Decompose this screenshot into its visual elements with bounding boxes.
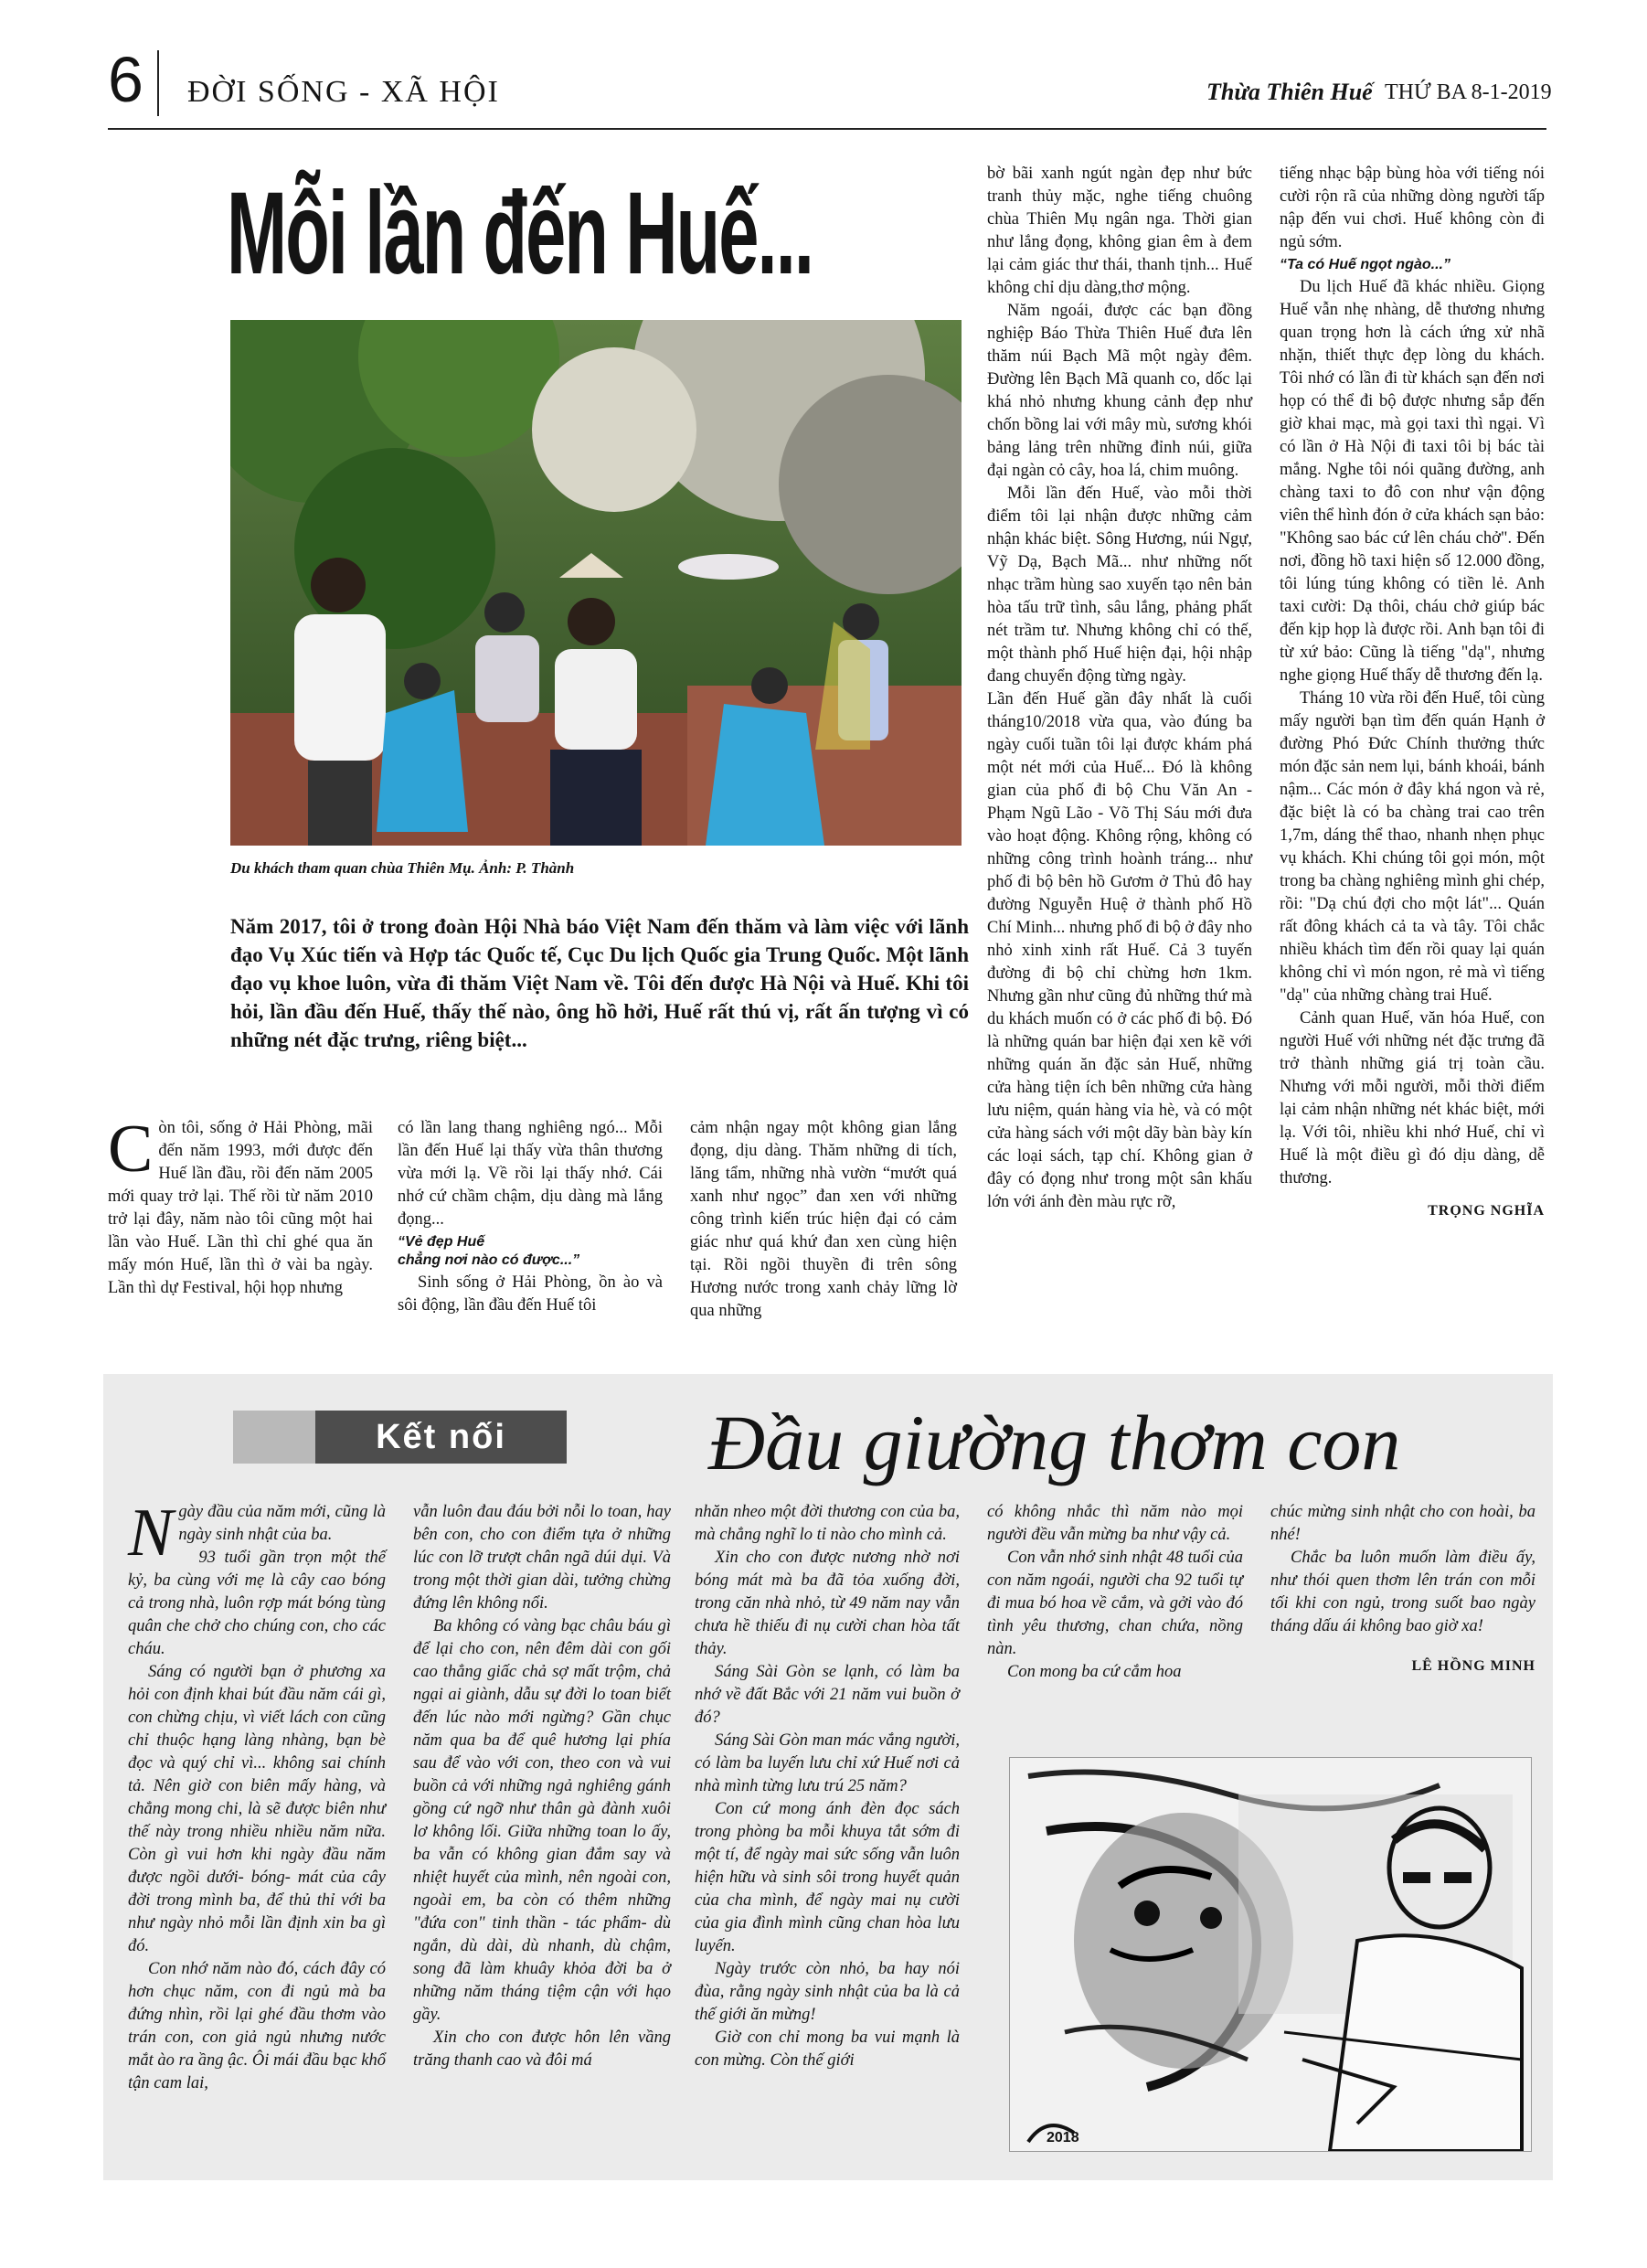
paragraph: Sáng Sài Gòn se lạnh, có làm ba nhớ về đất Bắc với 21 năm vui buồn ở đó? bbox=[695, 1663, 960, 1727]
paragraph: bờ bãi xanh ngút ngàn đẹp như bức tranh thủy mặc, nghe tiếng chuông chùa Thiên Mụ ngân nga. Thời gian như lắng đọng, không gian êm à đem lại cảm giác thư thái, thanh tịnh... Huế không chỉ dịu dàng,thơ mộng. bbox=[987, 165, 1252, 297]
paragraph: òn tôi, sống ở Hải Phòng, mãi đến năm 1993, mới được đến Huế lần đầu, rồi đến năm 2005 mới quay trở lại. Thế rồi từ năm 2010 trở lại đây, năm nào tôi cũng một hai lần vào Huế. Lần thì chỉ ghé qua ăn mấy món Huế, lần thì ở vài ba ngày. Lần thì dự Festival, hội họp nhưng bbox=[108, 1119, 373, 1297]
article-photo bbox=[230, 320, 962, 846]
paragraph: 93 tuổi gần trọn một thế kỷ, ba cùng với mẹ là cây cao bóng cả trong nhà, luôn rợp mát bóng tùng quân che chở cho chúng con, cho các cháu. bbox=[128, 1549, 386, 1658]
paragraph: Con nhớ năm nào đó, cách đây có hơn chục năm, con đi ngủ mà ba đứng nhìn, rồi lại ghé đầu thơm vào trán con, con giả ngủ nhưng nước mắt ào ra ầng ậc. Ôi mái đầu bạc khổ tận cam lai, bbox=[128, 1960, 386, 2092]
page-number: 6 bbox=[108, 44, 143, 115]
box-column-1 bbox=[128, 1496, 386, 2095]
article-column-2 bbox=[398, 1117, 663, 1317]
paragraph: Du lịch Huế đã khác nhiều. Giọng Huế vẫn nhẹ nhàng, dễ thương nhưng quan trọng hơn là cách ứng xử nhã nhặn, thiết thực đẹp lòng du khách. Tôi nhớ có lần đi từ khách sạn đến nơi họp có thể đi bộ được nhưng sắp đến giờ khai mạc, mà gọi taxi thì ngại. Vì có lần ở Hà Nội đi taxi tôi bị bác tài mắng. Nghe tôi nói quãng đường, anh chàng taxi to đô con như vận động viên thể hình đón ở cửa khách sạn bảo: "Không sao bác cứ lên cháu chở". Đến nơi, đồng hồ taxi hiện số 12.000 đồng, tôi lúng túng không có tiền lẻ. Anh taxi cười: Dạ thôi, cháu chở giúp bác đến kịp họp là được rồi. Anh bạn tôi đi từ xứ bảo: Cũng là tiếng "dạ", nhưng nghe giọng Huế thấy dễ thương đến lạ. bbox=[1280, 278, 1545, 685]
article-column-1 bbox=[108, 1112, 373, 1300]
photo-caption: Du khách tham quan chùa Thiên Mụ. Ảnh: P. Thành bbox=[230, 859, 575, 877]
subheading-line: “Vẻ đẹp Huế bbox=[398, 1234, 485, 1250]
paragraph: gày đầu của năm mới, cũng là ngày sinh nhật của ba. bbox=[178, 1503, 386, 1544]
article-title: Mỗi lần đến Huế... bbox=[227, 168, 813, 299]
paragraph: Sinh sống ở Hải Phòng, ồn ào và sôi động, lần đầu đến Huế tôi bbox=[398, 1273, 663, 1315]
paragraph: Ngày trước còn nhỏ, ba hay nói đùa, rằng ngày sinh nhật của ba là cả thế giới ăn mừng! bbox=[695, 1960, 960, 2024]
paragraph: vẫn luôn đau đáu bởi nỗi lo toan, hay bên con, cho con điểm tựa ở những lúc con lỡ trượt chân ngã dúi dụi. Và trong một thời gian dài, tưởng chừng đứng lên không nổi. bbox=[413, 1503, 671, 1613]
paragraph: Lần đến Huế gần đây nhất là cuối tháng10/2018 vừa qua, vào đúng ba ngày cuối tuần tôi lại được khám phá một nét mới của Huế... Đó là không gian của phố đi bộ Chu Văn An - Phạm Ngũ Lão - Võ Thị Sáu mới đưa vào hoạt động. Không rộng, không có những công trình hoành tráng... như phố đi bộ bên hồ Gươm ở Thủ đô hay đường Nguyễn Huệ ở thành phố Hồ Chí Minh... nhưng phố đi bộ ở đây nho nhỏ xinh xinh rất Huế. Cả 3 tuyến đường đi bộ chỉ chừng hơn 1km. Nhưng gần như cũng đủ những thứ mà du khách muốn có ở các phố đi bộ. Đó là những quán bar hiện đại xen kẽ với những quán ăn đặc sản Huế, những cửa hàng tiện ích bên những cửa hàng lưu niệm, quán hàng vỉa hè, và có một cửa hàng sách với một dãy bàn bày kín các loại sách, tạp chí. Không gian ở đây có đọng như trong một sân khấu lớn với ánh đèn màu rực rỡ, bbox=[987, 690, 1252, 1211]
article-column-3 bbox=[690, 1117, 957, 1323]
sketch-illustration bbox=[1009, 1757, 1532, 2152]
paragraph: Mỗi lần đến Huế, vào mỗi thời điểm tôi lại nhận được những cảm nhận khác biệt. Sông Hương, núi Ngự, Vỹ Dạ, Bạch Mã... như những nốt nhạc trầm hùng sao xuyến tạo nên bản hòa tấu trữ tình, sâu lắng, phảng phất nét trầm tư. Nhưng không chỉ có thế, một thành phố Huế hiện đại, hội nhập đang chuyển động từng ngày. bbox=[987, 484, 1252, 686]
dropcap: N bbox=[128, 1496, 174, 1571]
article-lead: Năm 2017, tôi ở trong đoàn Hội Nhà báo Việt Nam đến thăm và làm việc với lãnh đạo Vụ Xúc tiến và Hợp tác Quốc tế, Cục Du lịch Quốc gia Trung Quốc. Một lãnh đạo vụ khoe luôn, vừa đi thăm Việt Nam về. Tôi đến được Hà Nội và Huế. Khi tôi hỏi, lần đầu đến Huế, thấy thế nào, ông hồ hởi, Huế rất thú vị, rất ấn tượng vì có những nét đặc trưng, riêng biệt... bbox=[230, 915, 969, 1051]
issue-date: THỨ BA 8-1-2019 bbox=[1385, 80, 1552, 104]
paper-name: Thừa Thiên Huế bbox=[1206, 79, 1373, 105]
article-column-5 bbox=[1280, 163, 1545, 1351]
portrait-sketch bbox=[1010, 1758, 1531, 2151]
tourists-photo bbox=[230, 320, 962, 846]
paragraph: Giờ con chỉ mong ba vui mạnh là con mừng. Còn thế giới bbox=[695, 2028, 960, 2070]
dropcap: C bbox=[108, 1112, 154, 1187]
paragraph: Xin cho con được hôn lên vầng trăng thanh cao và đôi má bbox=[413, 2028, 671, 2070]
section-name: ĐỜI SỐNG - XÃ HỘI bbox=[187, 75, 500, 109]
paragraph: Ba không có vàng bạc châu báu gì để lại cho con, nên đêm dài con gối cao thẳng giấc chả sợ mất trộm, chả ngại ai giành, dẫu sự đời lo toan biết đến lúc nào mới ngừng? Gần chục năm qua ba để quê hương lại phía sau để vào với con, theo con và vui buồn cả với những ngả nghiêng gánh gồng cứ ngỡ như thân gà đành xuôi lơ không lối. Giữa những toan lo ấy, ba vẫn có không gian đắm say và nhiệt huyết của mình, nên ngoài con, ngoài em, ba còn có thêm những "đứa con" tinh thần - tác phẩm- dù ngắn, dù dài, dù nhanh, dù chậm, song đã làm khuây khỏa đời ba ở những năm tháng tiệm cận với hạo gầy. bbox=[413, 1617, 671, 2024]
box-column-2 bbox=[413, 1501, 671, 2072]
paragraph: Sáng Sài Gòn man mác vắng người, có làm ba luyến lưu chỉ xứ Huế nơi cả nhà mình từng lưu trú 25 năm? bbox=[695, 1731, 960, 1795]
paragraph: tiếng nhạc bập bùng hòa với tiếng nói cười rộn rã của những dòng người tấp nập đến vui chơi. Huế không còn đi ngủ sớm. bbox=[1280, 165, 1545, 251]
subheading bbox=[398, 1233, 663, 1270]
paragraph: Con cứ mong ánh đèn đọc sách trong phòng ba mỗi khuya tắt sớm đi một tí, để ngày mai sức sống vẫn luôn hiện hữu và sinh sôi trong huyết quản của cha mình, để ngày mai nụ cười của gia đình mình cũng chan hòa lưu luyến. bbox=[695, 1800, 960, 1955]
article-byline: TRỌNG NGHĨA bbox=[1428, 1203, 1545, 1219]
paragraph: Chắc ba luôn muốn làm điều ấy, như thói quen thơm lên trán con mỗi tối khi con ngủ, trong suốt bao ngày tháng dấu ái không bao giờ xa! bbox=[1270, 1549, 1535, 1635]
paragraph: Năm ngoái, được các bạn đồng nghiệp Báo Thừa Thiên Huế đưa lên thăm núi Bạch Mã một ngày đêm. Đường lên Bạch Mã quanh co, dốc lại khá nhỏ nhưng khung cảnh đẹp như chốn bồng lai với mây mù, sương khói bảng lảng trên những đỉnh núi, giữa đại ngàn cỏ cây, hoa lá, chim muông. bbox=[987, 302, 1252, 480]
paragraph: có không nhắc thì năm nào mọi người đều vẫn mừng ba như vậy cả. bbox=[987, 1503, 1243, 1544]
box-column-5 bbox=[1270, 1501, 1535, 1677]
paragraph: Cảnh quan Huế, văn hóa Huế, con người Huế với những nét đặc trưng đã trở thành những giá trị toàn cầu. Nhưng với mỗi người, mỗi thời điểm lại cảm nhận những nét khác biệt, mới lạ. Với tôi, nhiều khi nhớ Huế, chỉ vì Huế là một điều gì đó dịu dàng, dễ thương. bbox=[1280, 1009, 1545, 1187]
header-rule bbox=[108, 128, 1546, 130]
paragraph: Con mong ba cứ cắm hoa bbox=[1007, 1663, 1182, 1681]
paragraph: có lần lang thang nghiêng ngó... Mỗi lần đến Huế lại thấy vừa thân thương vừa mới lạ. Về rồi lại thấy nhớ. Cái nhớ cứ chầm chậm, dịu dàng mà lắng đọng... bbox=[398, 1119, 663, 1229]
box-title: Đầu giường thơm con bbox=[708, 1399, 1401, 1486]
section-tag: Kết nối bbox=[315, 1411, 567, 1464]
box-byline: LÊ HỒNG MINH bbox=[1411, 1658, 1535, 1674]
box-column-3 bbox=[695, 1501, 960, 2072]
paragraph: Tháng 10 vừa rồi đến Huế, tôi cùng mấy người bạn tìm đến quán Hạnh ở đường Phó Đức Chính thưởng thức món đặc sản nem lụi, bánh khoái, bánh nậm... Các món ở đây khá ngon và rẻ, đặc biệt là có ba chàng trai cao trên 1,7m, dáng thể thao, nhanh nhẹn phục vụ khách. Khi chúng tôi gọi món, một trong ba chàng nghiêng mình ghi chép, rồi: "Dạ chú đợi cho một lát"... Quán rất đông khách cả ta và tây. Tôi chắc nhiều khách tìm đến rồi quay lại quán không chỉ vì món ngon, rẻ mà vì tiếng "dạ" của những chàng trai Huế. bbox=[1280, 689, 1545, 1005]
paragraph: nhăn nheo một đời thương con của ba, mà chẳng nghĩ lo tỉ nào cho mình cả. bbox=[695, 1503, 960, 1544]
box-column-4 bbox=[987, 1501, 1243, 1684]
subheading: “Ta có Huế ngọt ngào...” bbox=[1280, 257, 1450, 272]
artist-signature: 2018 bbox=[1047, 2130, 1079, 2146]
paragraph: Xin cho con được nương nhờ nơi bóng mát mà ba đã tỏa xuống đời, trong căn nhà nhỏ, từ 49 năm nay vẫn chưa hề thiếu đi nụ cười chan hòa tất thảy. bbox=[695, 1549, 960, 1658]
subheading-line: chẳng nơi nào có được...” bbox=[398, 1252, 580, 1268]
article-column-4 bbox=[987, 163, 1252, 1351]
paragraph: chúc mừng sinh nhật cho con hoài, ba nhé! bbox=[1270, 1503, 1535, 1544]
paragraph: cảm nhận ngay một không gian lắng đọng, dịu dàng. Thăm những di tích, lăng tẩm, những nhà vườn “mướt quá xanh như ngọc” đan xen với những công trình kiến trúc hiện đại có cảm giác như quá khứ đan xen cùng hiện tại. Rồi ngồi thuyền đi trên sông Hương nước trong xanh chảy lững lờ qua những bbox=[690, 1119, 957, 1320]
paragraph: Sáng có người bạn ở phương xa hỏi con định khai bút đầu năm cái gì, con chừng chịu, vì viết lách con cũng chỉ thuộc hạng làng nhàng, bạn bè đọc và quý chỉ vì... không sai chính tả. Nên giờ con biên mấy hàng, và chẳng mong chi, là sẽ được biên như thế này trong nhiều nhiều năm nữa. Còn gì vui hơn khi ngày đầu năm được ngồi dưới- bóng- mát của cây đời trong mình ba, để thủ thỉ với ba như ngày nhỏ mỗi lần định xin ba gì đó. bbox=[128, 1663, 386, 1955]
header-divider bbox=[157, 50, 159, 116]
paragraph: Con vẫn nhớ sinh nhật 48 tuổi của con năm ngoái, người cha 92 tuổi tự đi mua bó hoa về cắm, và gởi vào đó tình yêu thương, chan chứa, nồng nàn. bbox=[987, 1549, 1243, 1658]
